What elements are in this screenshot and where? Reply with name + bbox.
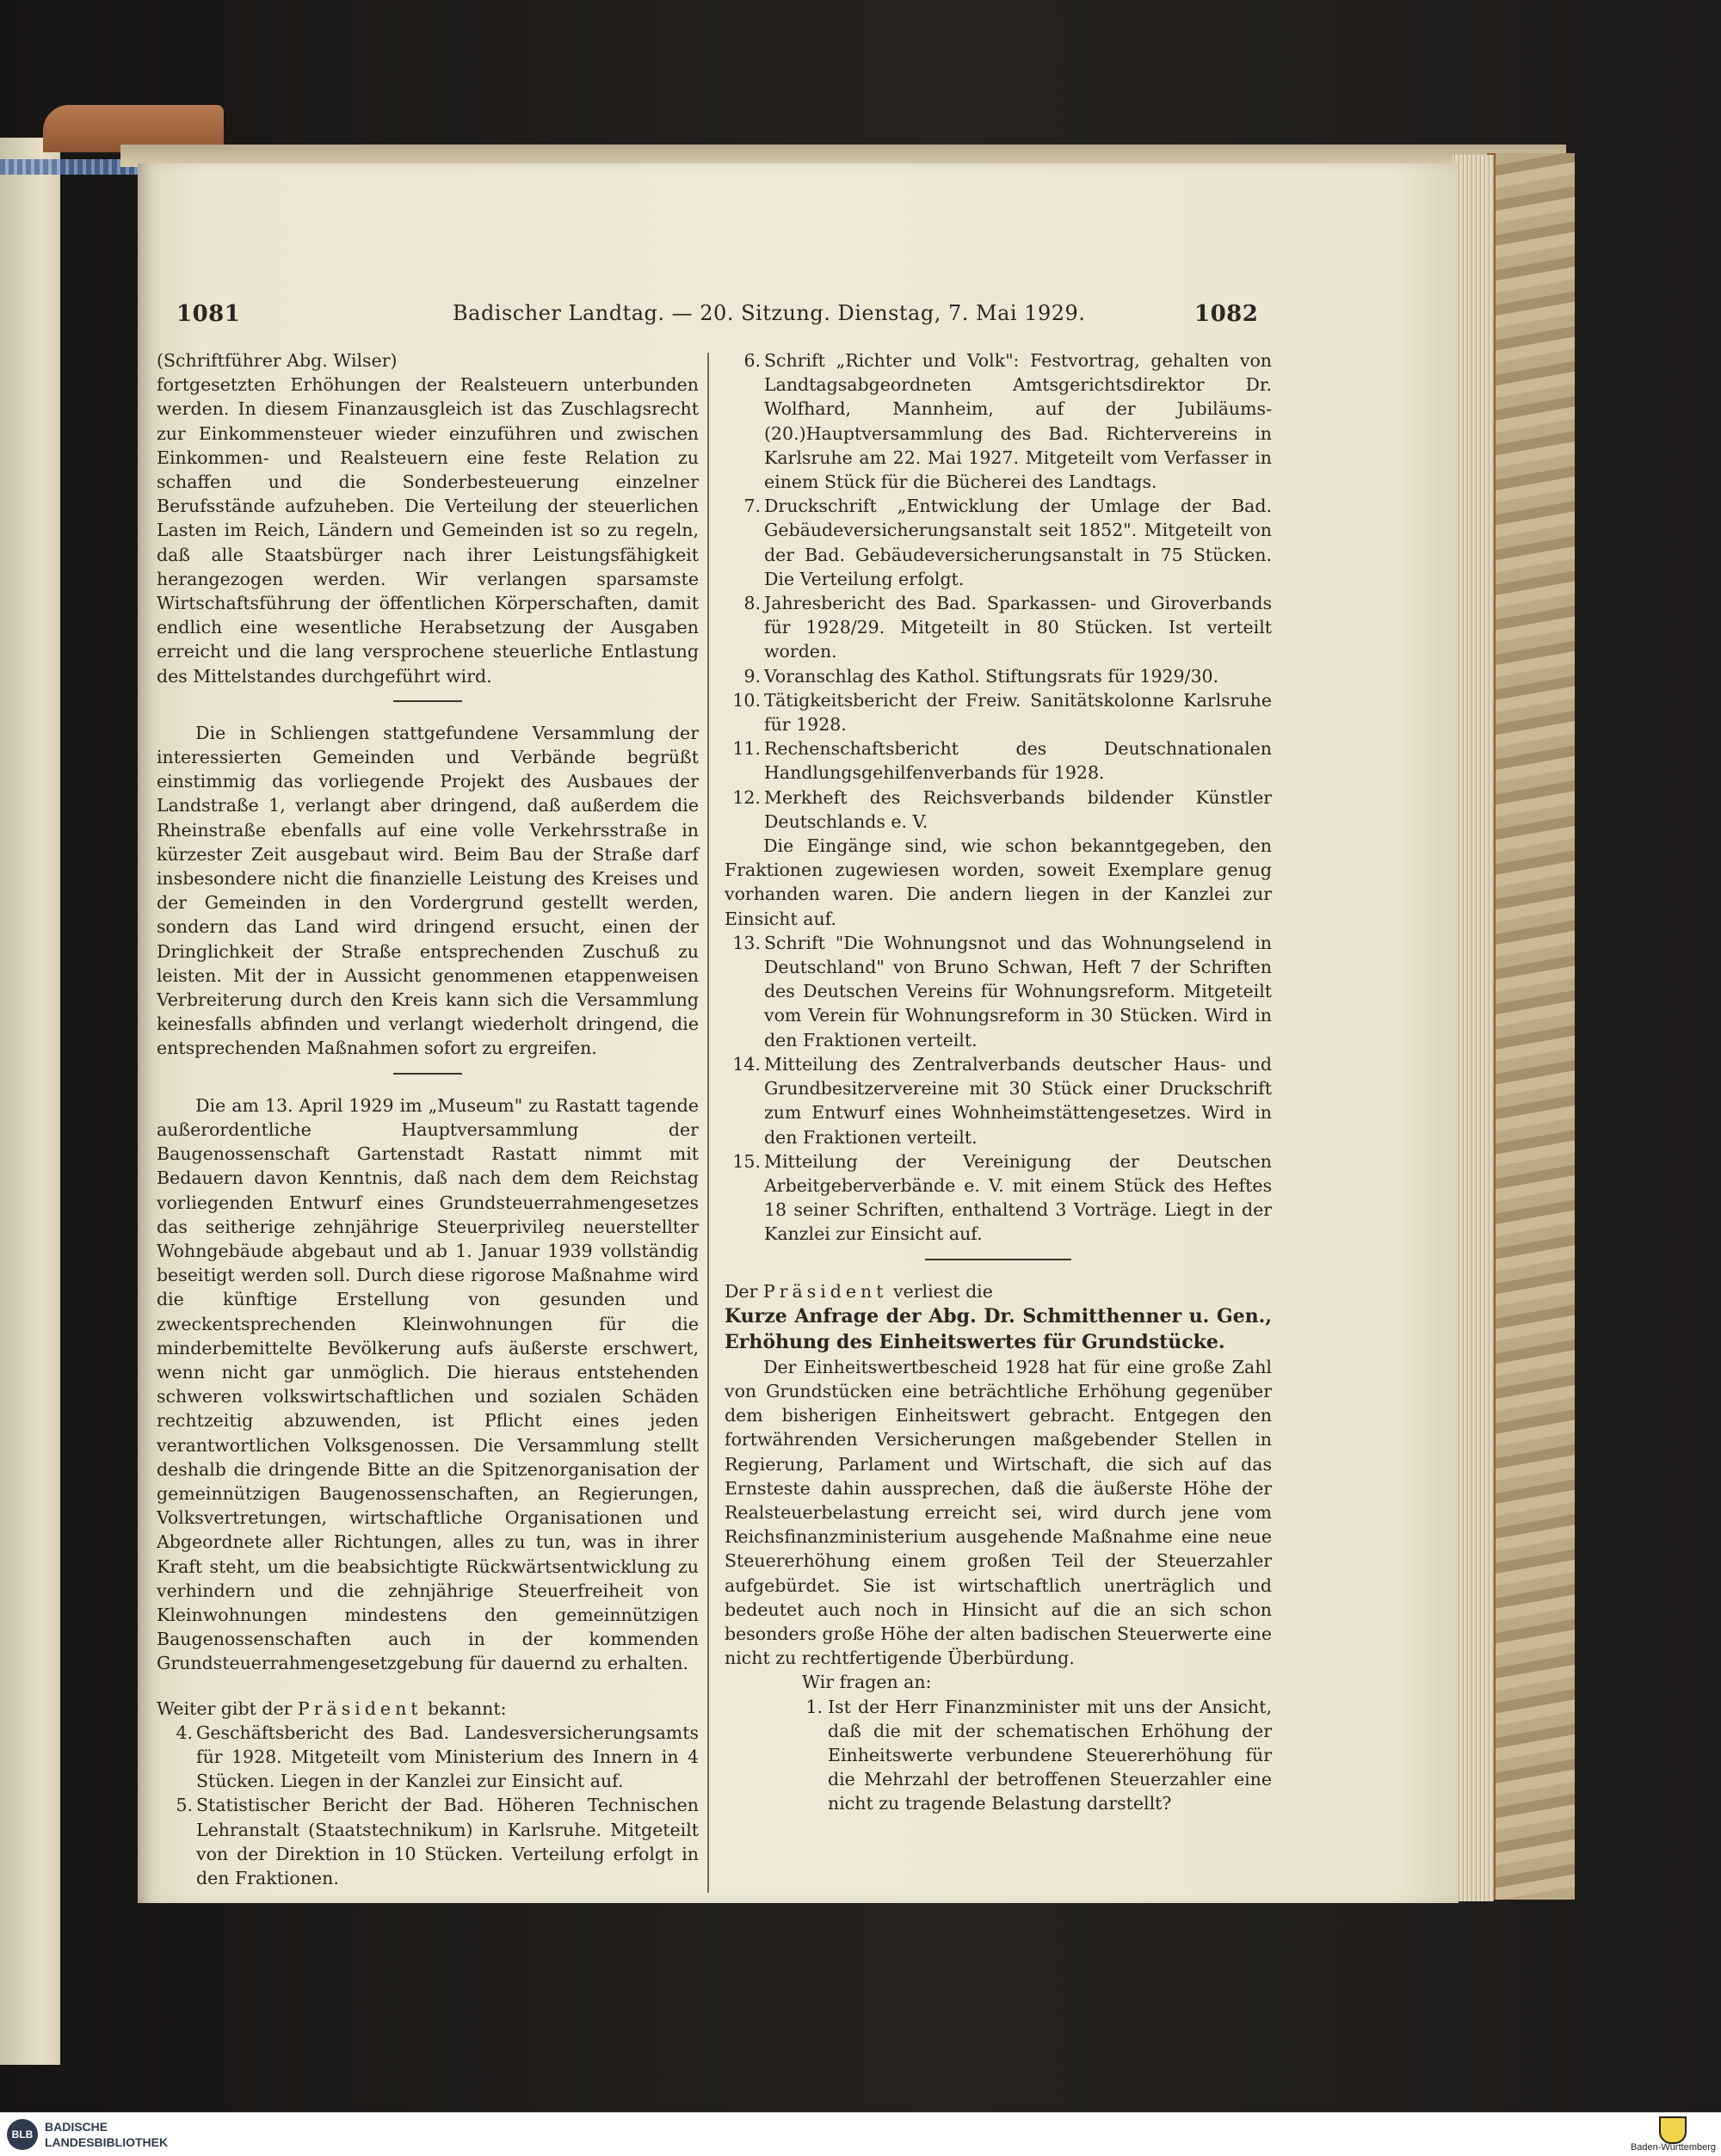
list-item-number: 8. [743,593,761,614]
inquiry-title: Kurze Anfrage der Abg. Dr. Schmitthenner u. Gen., Erhöhung des Einheitswertes für Grundstücke. [725,1304,1272,1353]
list-item-number: 4. [176,1722,193,1743]
paragraph: Die Eingänge sind, wie schon bekanntgegeben, den Fraktionen zugewiesen worden, soweit Exemplare genug vorhanden waren. Die andern liegen in der Kanzlei zur Einsicht auf. [725,835,1272,929]
list-item [157,1793,699,1890]
right-marbled-cover [1487,153,1575,1900]
list-item [157,1721,699,1794]
coat-of-arms-icon [1659,2116,1687,2144]
announcement [157,1697,699,1721]
list-item [725,591,1272,664]
list-item-number: 14. [732,1053,761,1075]
announcement [725,1279,1272,1303]
state-name: Baden-Württemberg [1630,2142,1716,2153]
list-item [725,1052,1272,1149]
question-text: Ist der Herr Finanzminister mit uns der Ansicht, daß die mit der schematischen Erhöhung der Einheitswerte verbundene Steuererhöhung für die Mehrzahl der betroffenen Steuerzahler eine nicht zu tragende Belastung darstellt? [828,1696,1272,1814]
page-number-right: 1082 [1194,301,1259,327]
list-item-number: 9. [743,665,761,687]
announcement-pre: Der [725,1280,758,1302]
library-name-line2: LANDESBIBLIOTHEK [45,2135,169,2149]
paragraph: Die am 13. April 1929 im „Museum" zu Rastatt tagende außerordentliche Hauptversammlung der Baugenossenschaft Gartenstadt Rastatt nimmt mit Bedauern davon Kenntnis, daß nach dem dem Reichstag vorliegenden Entwurf eines Grundsteuerrahmengesetzes das seitherige zehnjährige Steuerprivileg neuerstellter Wohngebäude abgebaut und ab 1. Januar 1939 vollständig beseitigt werden soll. Durch diese rigorose Maßnahme wird die künftige Erstellung von gesunden und zweckentsprechenden Kleinwohnungen für die minderbemittelte Bevölkerung aufs äußerste erschwert, wenn nicht gar unmöglich. Die hieraus entstehenden schweren volkswirtschaftlichen und sozialen Schäden rechtzeitig abzuwenden, ist Pflicht eines jeden verantwortlichen Volksgenossen. Die Versammlung stellt deshalb die dringende Bitte an die Spitzenorganisation der gemeinnützigen Baugenossenschaften, an Regierungen, Volksvertretungen, wirtschaftliche Organisationen und Abgeordnete aller Richtungen, alles zu tun, was in ihrer Kraft steht, um die beabsichtigte Rückwärtsentwicklung zu verhindern und die zehnjährige Steuerfreiheit von Kleinwohnungen mindestens den gemeinnützigen Baugenossenschaften auch in der kommenden Grundsteuerrahmengesetzgebung für dauernd zu erhalten. [157,1094,699,1674]
paragraph: fortgesetzten Erhöhungen der Realsteuern unterbunden werden. In diesem Finanzausgleich ist das Zuschlagsrecht zur Einkommensteuer wieder einzuführen und zwischen Einkommen- und Realsteuern eine feste Relation zu schaffen und die Sonderbesteuerung einzelner Berufsstände aufzuheben. Die Verteilung der steuerlichen Lasten im Reich, Ländern und Gemeinden ist so zu regeln, daß alle Staatsbürger nach ihrer Leistungsfähigkeit herangezogen werden. Wir verlangen sparsamste Wirtschaftsführung der öffentlichen Körperschaften, damit endlich eine wesentliche Herabsetzung der Ausgaben erreicht und die lang versprochene steuerliche Entlastung des Mittelstandes durchgeführt wird. [157,374,699,687]
list-item-number: 10. [732,689,761,711]
separator-rule [925,1259,1071,1260]
list-item-text: Druckschrift „Entwicklung der Umlage der Bad. Gebäudeversicherungsanstalt seit 1852". Mitgeteilt von der Bad. Gebäudeversicherungsanstalt in 75 Stücken. Die Verteilung erfolgt. [764,496,1272,589]
list-item-number: 13. [732,932,761,953]
announcement-president: Präsident [297,1697,423,1719]
list-item-number: 12. [732,786,761,808]
page-number-left: 1081 [176,301,241,327]
question-item [725,1695,1272,1816]
list-item-number: 5. [176,1795,193,1816]
question-intro: Wir fragen an: [802,1672,932,1693]
list-item-text: Merkheft des Reichsverbands bildender Künstler Deutschlands e. V. [764,786,1272,832]
left-column [157,348,699,1890]
list-item [725,348,1272,494]
column-divider [707,353,709,1893]
list-item [725,736,1272,785]
announcement-post: verliest die [893,1280,993,1302]
list-item [725,494,1272,591]
list-item-text: Mitteilung des Zentralverbands deutscher Haus- und Grundbesitzervereine mit 30 Stück einer Druckschrift zum Entwurf eines Wohnheimstättengesetzes. Wird in den Fraktionen verteilt. [764,1053,1272,1148]
left-page-edge [0,138,60,2065]
list-item-text: Mitteilung der Vereinigung der Deutschen Arbeitgeberverbände e. V. mit einem Stück des Heftes 18 seiner Schriften, enthaltend 3 Vorträge. Liegt in der Kanzlei zur Einsicht auf. [764,1150,1272,1245]
right-column [725,348,1272,1816]
list-item-text: Geschäftsbericht des Bad. Landesversicherungsamts für 1928. Mitgeteilt vom Ministerium des Innern in 4 Stücken. Liegen in der Kanzlei zur Einsicht auf. [196,1722,699,1792]
list-item [725,785,1272,834]
library-name-line1: BADISCHE [45,2120,108,2134]
list-item-number: 15. [732,1150,761,1172]
announcement-president: Präsident [762,1280,888,1302]
paragraph: Der Einheitswertbescheid 1928 hat für eine große Zahl von Grundstücken eine beträchtliche Erhöhung gegenüber dem bisherigen Einheitswert gebracht. Entgegen den fortwährenden Versicherungen maßgebender Stellen in Regierung, Parlament und Wirtschaft, die sich auf das Ernsteste dahin aussprechen, daß die äußerste Höhe der Realsteuerbelastung erreicht sei, wird durch jene vom Reichsfinanzministerium ausgehende Maßnahme eine neue Steuererhöhung einem großen Teil der Steuerzahler aufgebürdet. Sie ist wirtschaftlich unerträglich und bedeutet auch noch in Hinsicht auf die an sich schon besonders große Höhe der alten badischen Steuerwerte eine nicht zu rechtfertigende Überbürdung. [725,1356,1272,1669]
list-item [725,664,1272,688]
list-item [725,931,1272,1052]
blb-logo[interactable]: BLB [7,2119,38,2150]
list-item-text: Rechenschaftsbericht des Deutschnationalen Handlungsgehilfenverbands für 1928. [764,738,1272,784]
list-item-text: Schrift "Die Wohnungsnot und das Wohnungselend in Deutschland" von Bruno Schwan, Heft 7 der Schriften des Deutschen Vereins für Wohnungsreform. Mitgeteilt vom Verein für Wohnungsreform in 30 Stücken. Wird in den Fraktionen verteilt. [764,932,1272,1050]
spacer [157,1676,699,1697]
list-item-text: Schrift „Richter und Volk": Festvortrag, gehalten von Landtagsabgeordneten Amtsgerichtsdirektor Dr. Wolfhard, Mannheim, auf der Jubiläums-(20.)Hauptversammlung des Bad. Richtervereins in Karlsruhe am 22. Mai 1927. Mitgeteilt vom Verfasser in einem Stück für die Bücherei des Landtags. [764,350,1272,493]
paragraph: Die in Schliengen stattgefundene Versammlung der interessierten Gemeinden und Verbände begrüßt einstimmig das vorliegende Projekt des Ausbaues der Landstraße 1, verlangt aber dringend, daß außerdem die Rheinstraße ebenfalls auf eine volle Verkehrsstraße in kürzester Zeit ausgebaut wird. Beim Bau der Straße darf insbesondere nicht die finanzielle Leistung des Kreises und der Gemeinden in den Vordergrund gestellt werden, sondern das Land wird dringend ersucht, einen der Dringlichkeit der Straße entsprechenden Zuschuß zu leisten. Mit der in Aussicht genommenen etappenweisen Verbreiterung durch den Kreis kann sich die Versammlung keinesfalls abfinden und verlangt wiederholt dringend, die entsprechenden Maßnahmen sofort zu ergreifen. [157,722,699,1059]
separator-rule [393,700,462,702]
running-head: Badischer Landtag. — 20. Sitzung. Dienstag, 7. Mai 1929. [453,301,1086,325]
library-name[interactable] [45,2119,168,2150]
page-stack-edge [1453,155,1494,1901]
announcement-pre: Weiter gibt der [157,1697,293,1719]
list-item [725,688,1272,736]
speaker-label: (Schriftführer Abg. Wilser) [157,350,398,371]
announcement-post: bekannt: [428,1697,507,1719]
list-item-number: 6. [743,350,761,371]
list-item-text: Jahresbericht des Bad. Sparkassen- und Giroverbands für 1928/29. Mitgeteilt in 80 Stücken. Ist verteilt worden. [764,593,1272,662]
list-item-text: Statistischer Bericht der Bad. Höheren Technischen Lehranstalt (Staatstechnikum) in Karlsruhe. Mitgeteilt von der Direktion in 10 Stücken. Verteilung erfolgt in den Fraktionen. [196,1795,699,1888]
list-item-text: Tätigkeitsbericht der Freiw. Sanitätskolonne Karlsruhe für 1928. [764,689,1272,736]
list-item [725,1149,1272,1247]
list-item-number: 11. [732,738,761,760]
list-item-number: 7. [743,496,761,517]
question-number: 1. [805,1696,823,1717]
list-item-text: Voranschlag des Kathol. Stiftungsrats für 1929/30. [764,665,1219,687]
footer-bar [0,2112,1721,2156]
separator-rule [393,1073,462,1075]
